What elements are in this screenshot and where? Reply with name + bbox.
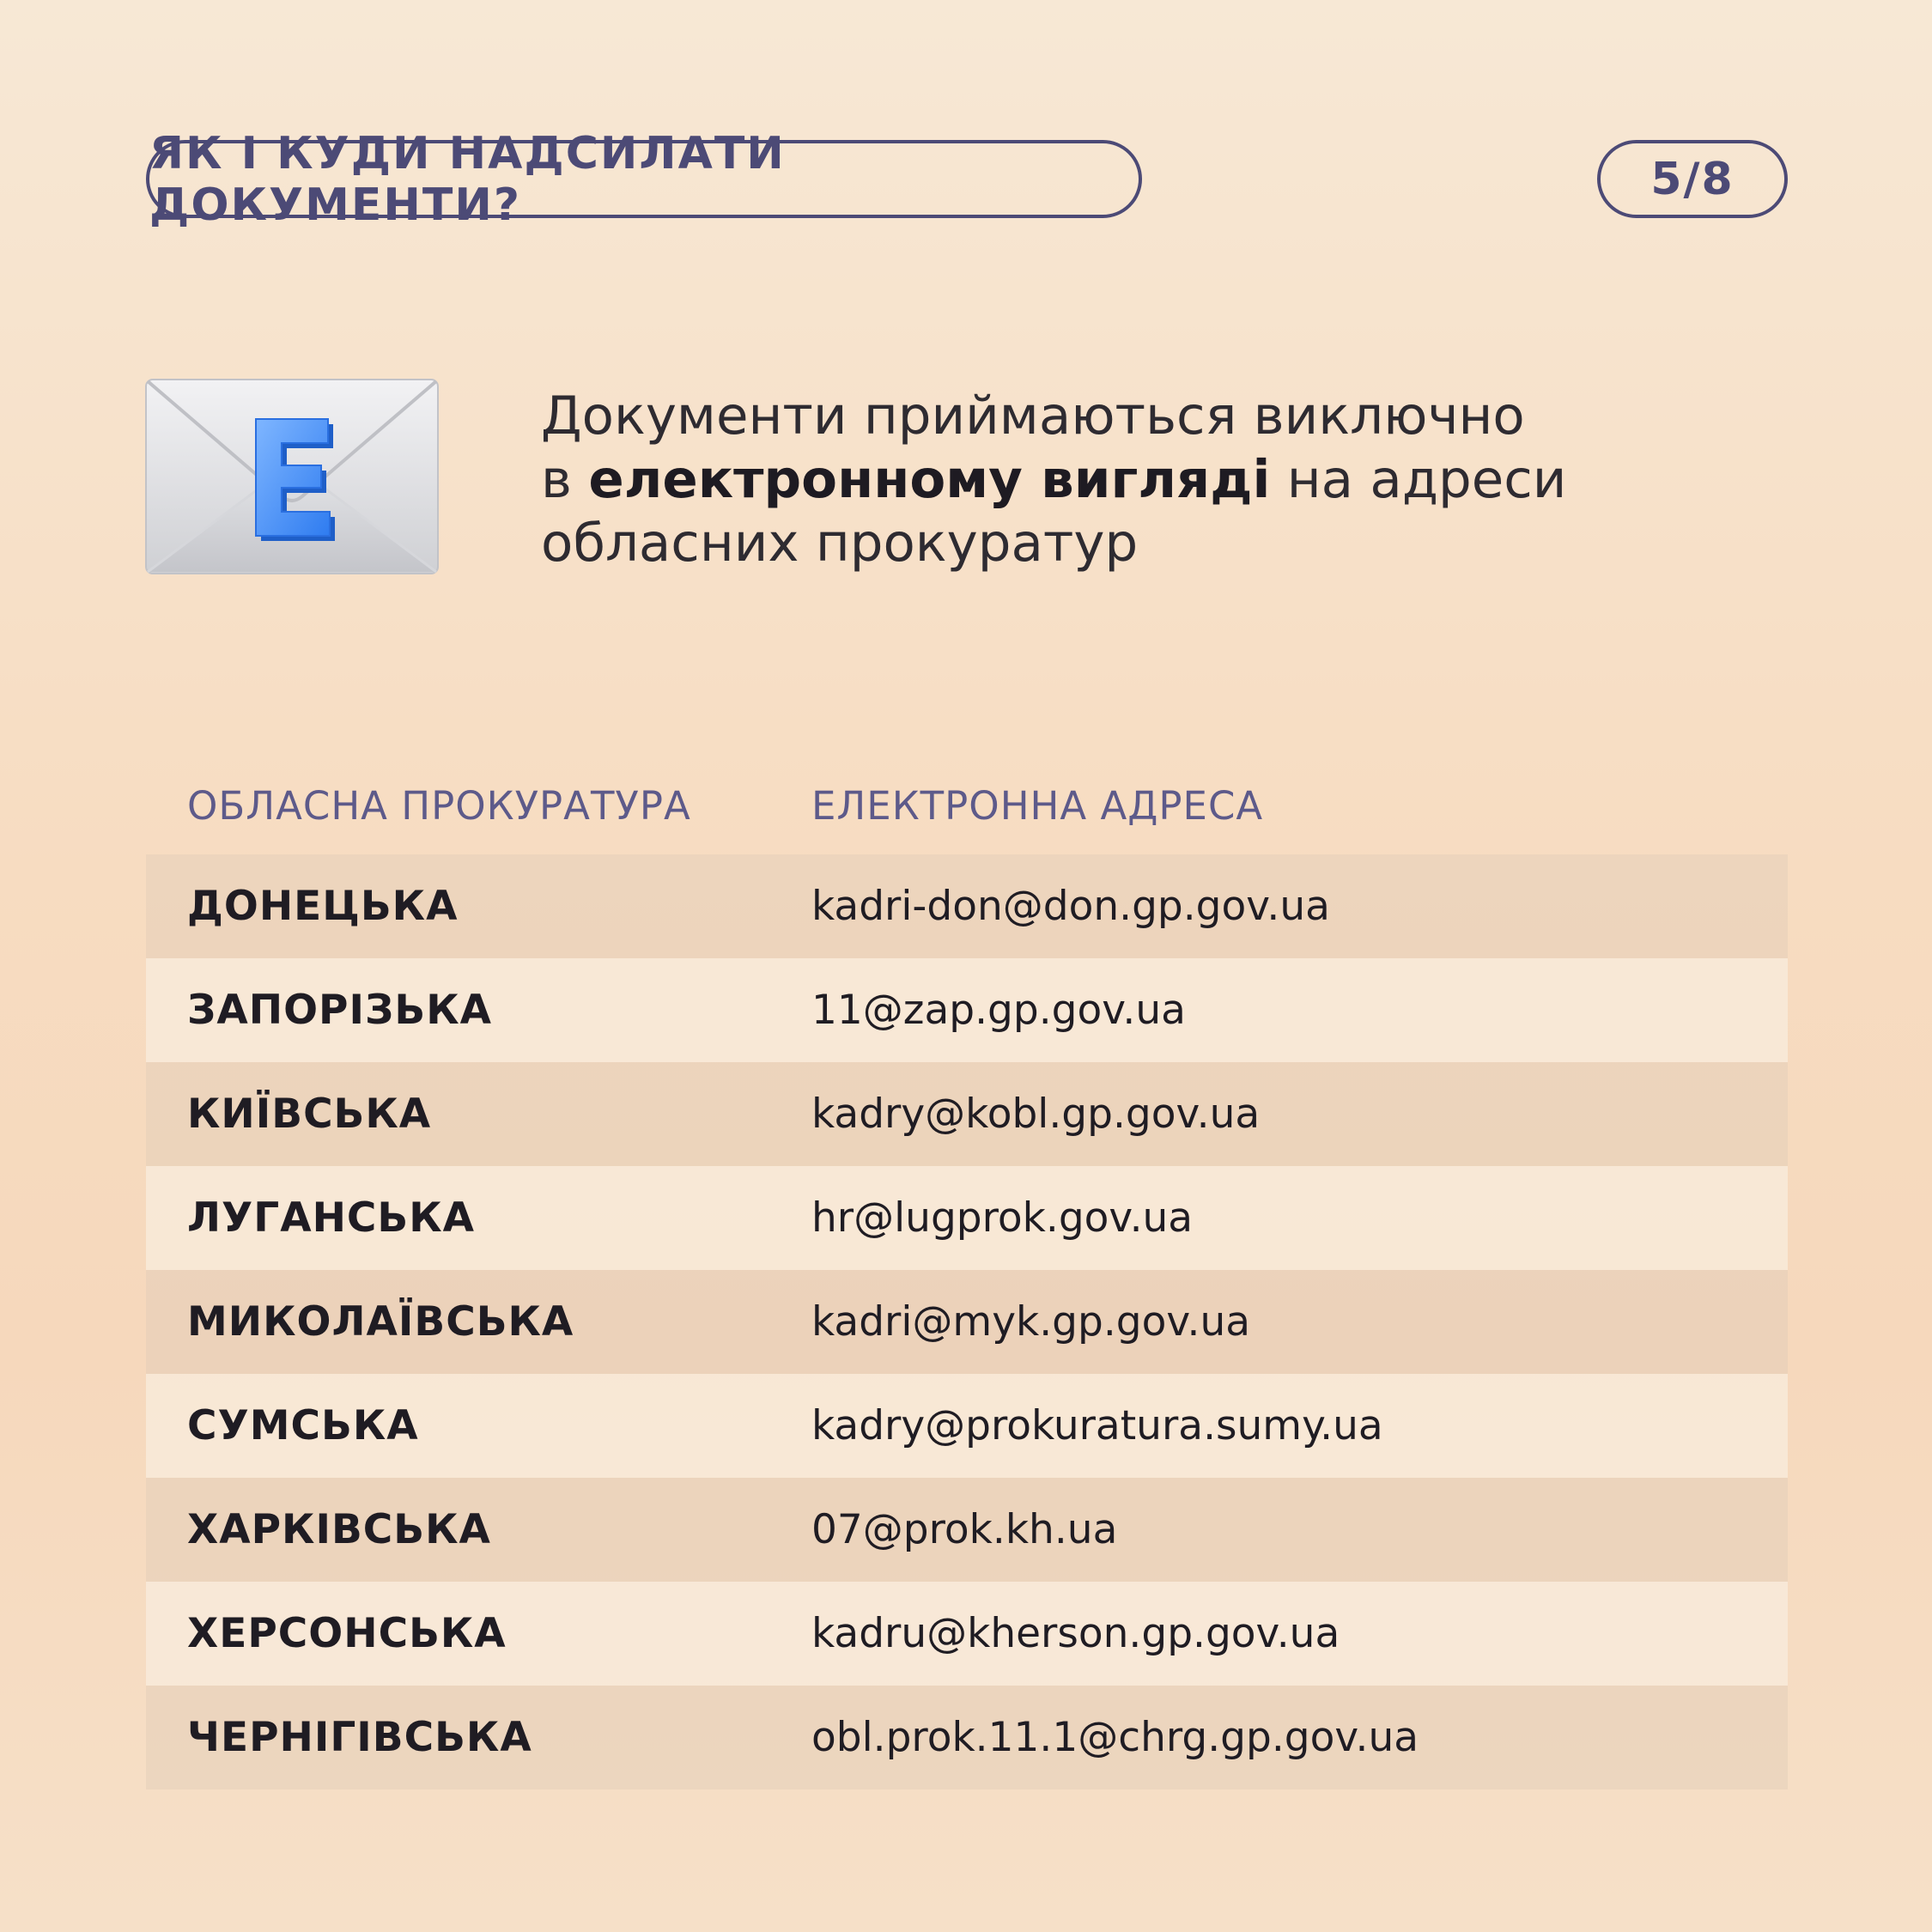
intro-line-3: обласних прокуратур [541, 513, 1139, 574]
envelope-e-mail-icon [144, 378, 440, 575]
table-row [146, 1478, 1788, 1582]
page-indicator-pill [1597, 140, 1788, 218]
email-cell: kadry@kobl.gp.gov.ua [811, 1091, 1261, 1138]
email-cell: obl.prok.11.1@chrg.gp.gov.ua [811, 1714, 1419, 1761]
section-title: ЯК І КУДИ НАДСИЛАТИ ДОКУМЕНТИ? [149, 127, 786, 231]
table-row [146, 958, 1788, 1062]
region-cell: КИЇВСЬКА [187, 1091, 432, 1138]
region-cell: ЧЕРНІГІВСЬКА [187, 1714, 532, 1761]
email-cell: kadri-don@don.gp.gov.ua [811, 883, 1330, 930]
table-row [146, 854, 1788, 958]
intro-line-2 [541, 448, 1795, 512]
table-row [146, 1686, 1788, 1789]
table-row [146, 1582, 1788, 1686]
table-row [146, 1062, 1788, 1166]
prosecutors-table [146, 854, 1788, 1789]
email-cell: hr@lugprok.gov.ua [811, 1194, 1194, 1242]
intro-emphasis: електронному вигляді [588, 449, 1271, 510]
region-cell: ХАРКІВСЬКА [187, 1506, 491, 1553]
section-title-pill [146, 127, 1142, 231]
email-cell: kadru@kherson.gp.gov.ua [811, 1610, 1340, 1657]
region-cell: ЗАПОРІЗЬКА [187, 987, 492, 1034]
table-row [146, 1270, 1788, 1374]
page-indicator: 5/8 [1650, 153, 1735, 205]
email-cell: 11@zap.gp.gov.ua [811, 987, 1186, 1034]
region-cell: ХЕРСОНСЬКА [187, 1610, 507, 1657]
intro-text [541, 385, 1795, 575]
region-cell: СУМСЬКА [187, 1402, 419, 1449]
table-row [146, 1374, 1788, 1478]
region-cell: МИКОЛАЇВСЬКА [187, 1298, 574, 1346]
intro-line-1: Документи приймаються виключно [541, 386, 1525, 447]
table-row [146, 1166, 1788, 1270]
email-cell: 07@prok.kh.ua [811, 1506, 1118, 1553]
intro-line-2-prefix: в [541, 449, 589, 510]
region-cell: ДОНЕЦЬКА [187, 883, 459, 930]
table-header [146, 773, 1788, 841]
region-cell: ЛУГАНСЬКА [187, 1194, 476, 1242]
email-cell: kadri@myk.gp.gov.ua [811, 1298, 1251, 1346]
email-cell: kadry@prokuratura.sumy.ua [811, 1402, 1383, 1449]
column-header-region: ОБЛАСНА ПРОКУРАТУРА [187, 783, 691, 829]
column-header-email: ЕЛЕКТРОННА АДРЕСА [811, 783, 1264, 829]
intro-line-2-suffix: на адреси [1270, 449, 1567, 510]
